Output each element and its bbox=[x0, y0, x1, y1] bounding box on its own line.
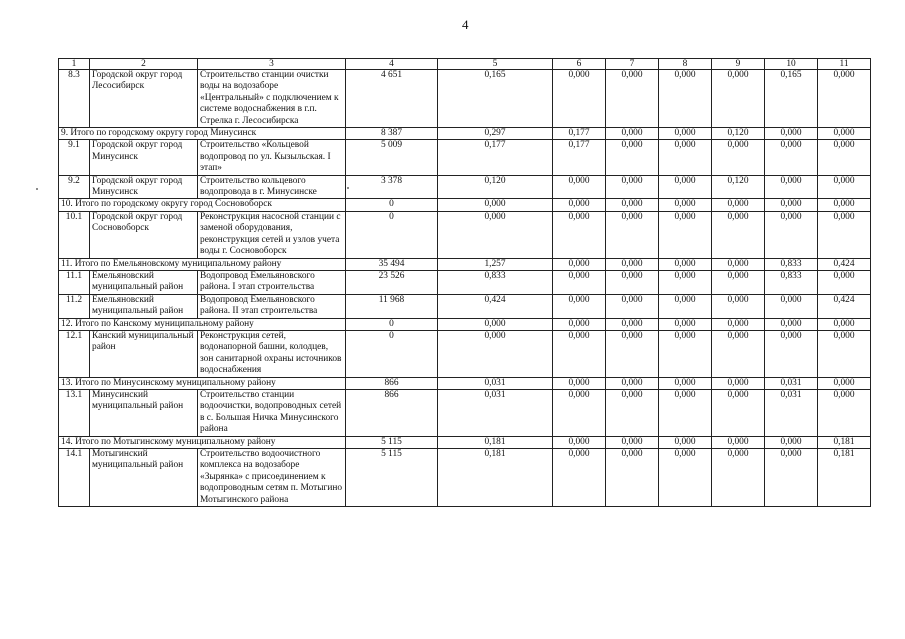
value-cell: 0,424 bbox=[438, 294, 553, 318]
value-cell: 0,000 bbox=[818, 175, 871, 199]
project-description: Строительство станции очистки воды на водозаборе «Центральный» с подключением к системе водоснабжения в г.п. Стрелка г. Лесосибирска bbox=[198, 70, 346, 128]
value-cell: 0,000 bbox=[659, 389, 712, 436]
value-cell: 5 115 bbox=[346, 449, 438, 507]
value-cell: 0,000 bbox=[659, 70, 712, 128]
value-cell: 0,177 bbox=[438, 140, 553, 175]
municipality-name: Канский муниципальный район bbox=[90, 330, 198, 377]
value-cell: 0,000 bbox=[818, 199, 871, 211]
project-description: Водопровод Емельяновского района. II этап строительства bbox=[198, 294, 346, 318]
municipality-name: Емельяновский муниципальный район bbox=[90, 270, 198, 294]
value-cell: 0,000 bbox=[606, 128, 659, 140]
value-cell: 0,000 bbox=[712, 70, 765, 128]
total-label: 11. Итого по Емельяновскому муниципальному району bbox=[59, 258, 346, 270]
value-cell: 0,000 bbox=[606, 377, 659, 389]
value-cell: 0,181 bbox=[818, 436, 871, 448]
value-cell: 0,833 bbox=[438, 270, 553, 294]
value-cell: 0,000 bbox=[659, 199, 712, 211]
value-cell: 0,000 bbox=[818, 128, 871, 140]
value-cell: 0,424 bbox=[818, 294, 871, 318]
value-cell: 0,000 bbox=[553, 449, 606, 507]
value-cell: 0,000 bbox=[818, 377, 871, 389]
value-cell: 0,165 bbox=[438, 70, 553, 128]
value-cell: 0,833 bbox=[765, 270, 818, 294]
value-cell: 0,000 bbox=[659, 258, 712, 270]
item-row bbox=[59, 294, 871, 318]
value-cell: 0,000 bbox=[765, 330, 818, 377]
total-row bbox=[59, 199, 871, 211]
value-cell: 0,000 bbox=[712, 449, 765, 507]
value-cell: 0,000 bbox=[818, 140, 871, 175]
header-cell: 2 bbox=[90, 59, 198, 70]
value-cell: 0,000 bbox=[438, 211, 553, 258]
total-label: 12. Итого по Канскому муниципальному району bbox=[59, 318, 346, 330]
value-cell: 0,000 bbox=[712, 389, 765, 436]
header-row bbox=[59, 59, 871, 70]
value-cell: 0,000 bbox=[765, 436, 818, 448]
value-cell: 0,000 bbox=[606, 175, 659, 199]
value-cell: 0,000 bbox=[712, 140, 765, 175]
total-row bbox=[59, 128, 871, 140]
value-cell: 0,000 bbox=[606, 389, 659, 436]
value-cell: 0,000 bbox=[553, 258, 606, 270]
value-cell: 0,000 bbox=[659, 330, 712, 377]
value-cell: 0,000 bbox=[553, 389, 606, 436]
value-cell: 0 bbox=[346, 211, 438, 258]
value-cell: 0 bbox=[346, 199, 438, 211]
value-cell: 0,000 bbox=[712, 294, 765, 318]
value-cell: 0,000 bbox=[553, 377, 606, 389]
value-cell: 0 bbox=[346, 330, 438, 377]
item-row bbox=[59, 211, 871, 258]
value-cell: 0,000 bbox=[659, 294, 712, 318]
scan-speck bbox=[36, 188, 38, 190]
value-cell: 0,031 bbox=[765, 389, 818, 436]
total-label: 10. Итого по городскому округу город Сосновоборск bbox=[59, 199, 346, 211]
total-label: 14. Итого по Мотыгинскому муниципальному району bbox=[59, 436, 346, 448]
value-cell: 0,120 bbox=[438, 175, 553, 199]
header-cell: 1 bbox=[59, 59, 90, 70]
value-cell: 0,000 bbox=[606, 211, 659, 258]
value-cell: 8 387 bbox=[346, 128, 438, 140]
value-cell: 0,000 bbox=[553, 270, 606, 294]
project-description: Строительство кольцевого водопровода в г. Минусинске bbox=[198, 175, 346, 199]
project-description: Водопровод Емельяновского района. I этап строительства bbox=[198, 270, 346, 294]
total-row bbox=[59, 377, 871, 389]
value-cell: 0,000 bbox=[765, 211, 818, 258]
value-cell: 0,181 bbox=[818, 449, 871, 507]
value-cell: 0,000 bbox=[606, 258, 659, 270]
item-row bbox=[59, 449, 871, 507]
value-cell: 5 009 bbox=[346, 140, 438, 175]
value-cell: 0 bbox=[346, 318, 438, 330]
value-cell: 0,177 bbox=[553, 140, 606, 175]
header-cell: 7 bbox=[606, 59, 659, 70]
project-description: Строительство станции водоочистки, водопроводных сетей в с. Большая Ничка Минусинского района bbox=[198, 389, 346, 436]
value-cell: 5 115 bbox=[346, 436, 438, 448]
header-cell: 10 bbox=[765, 59, 818, 70]
value-cell: 0,000 bbox=[606, 70, 659, 128]
value-cell: 0,000 bbox=[765, 199, 818, 211]
value-cell: 0,177 bbox=[553, 128, 606, 140]
value-cell: 0,000 bbox=[438, 330, 553, 377]
value-cell: 0,120 bbox=[712, 128, 765, 140]
value-cell: 0,000 bbox=[659, 140, 712, 175]
header-cell: 9 bbox=[712, 59, 765, 70]
value-cell: 0,031 bbox=[438, 377, 553, 389]
value-cell: 0,181 bbox=[438, 449, 553, 507]
total-row bbox=[59, 436, 871, 448]
project-description: Строительство «Кольцевой водопровод по ул. Кызыльская. I этап» bbox=[198, 140, 346, 175]
value-cell: 0,000 bbox=[438, 199, 553, 211]
value-cell: 0,000 bbox=[553, 294, 606, 318]
value-cell: 0,000 bbox=[765, 128, 818, 140]
value-cell: 35 494 bbox=[346, 258, 438, 270]
header-cell: 5 bbox=[438, 59, 553, 70]
municipality-name: Мотыгинский муниципальный район bbox=[90, 449, 198, 507]
value-cell: 0,000 bbox=[818, 330, 871, 377]
item-row bbox=[59, 70, 871, 128]
value-cell: 0,000 bbox=[553, 70, 606, 128]
municipality-name: Минусинский муниципальный район bbox=[90, 389, 198, 436]
value-cell: 0,120 bbox=[712, 175, 765, 199]
total-row bbox=[59, 258, 871, 270]
value-cell: 866 bbox=[346, 377, 438, 389]
value-cell: 0,000 bbox=[765, 449, 818, 507]
value-cell: 0,031 bbox=[438, 389, 553, 436]
value-cell: 0,181 bbox=[438, 436, 553, 448]
municipality-name: Емельяновский муниципальный район bbox=[90, 294, 198, 318]
value-cell: 0,000 bbox=[712, 436, 765, 448]
value-cell: 0,165 bbox=[765, 70, 818, 128]
value-cell: 0,000 bbox=[438, 318, 553, 330]
value-cell: 0,000 bbox=[553, 436, 606, 448]
value-cell: 4 651 bbox=[346, 70, 438, 128]
municipality-name: Городской округ город Минусинск bbox=[90, 175, 198, 199]
project-description: Реконструкция насосной станции с заменой оборудования, реконструкция сетей и узлов учета воды г. Сосновоборск bbox=[198, 211, 346, 258]
item-row bbox=[59, 175, 871, 199]
municipality-name: Городской округ город Сосновоборск bbox=[90, 211, 198, 258]
value-cell: 0,000 bbox=[818, 211, 871, 258]
row-number: 10.1 bbox=[59, 211, 90, 258]
value-cell: 0,000 bbox=[659, 377, 712, 389]
value-cell: 0,000 bbox=[606, 318, 659, 330]
value-cell: 0,000 bbox=[659, 449, 712, 507]
value-cell: 1,257 bbox=[438, 258, 553, 270]
total-row bbox=[59, 318, 871, 330]
value-cell: 0,000 bbox=[659, 436, 712, 448]
project-description: Строительство водоочистного комплекса на водозаборе «Зырянка» с присоединением к водопроводным сетям п. Мотыгино Мотыгинского района bbox=[198, 449, 346, 507]
header-cell: 8 bbox=[659, 59, 712, 70]
value-cell: 0,000 bbox=[553, 330, 606, 377]
data-table bbox=[58, 58, 871, 507]
value-cell: 0,000 bbox=[659, 128, 712, 140]
total-label: 13. Итого по Минусинскому муниципальному району bbox=[59, 377, 346, 389]
value-cell: 0,000 bbox=[659, 175, 712, 199]
value-cell: 0,297 bbox=[438, 128, 553, 140]
value-cell: 0,424 bbox=[818, 258, 871, 270]
value-cell: 0,000 bbox=[606, 140, 659, 175]
header-cell: 3 bbox=[198, 59, 346, 70]
item-row bbox=[59, 140, 871, 175]
total-label: 9. Итого по городскому округу город Минусинск bbox=[59, 128, 346, 140]
municipality-name: Городской округ город Лесосибирск bbox=[90, 70, 198, 128]
value-cell: 0,000 bbox=[606, 330, 659, 377]
row-number: 9.2 bbox=[59, 175, 90, 199]
value-cell: 0,000 bbox=[712, 258, 765, 270]
row-number: 11.2 bbox=[59, 294, 90, 318]
scan-speck bbox=[347, 187, 349, 189]
header-cell: 6 bbox=[553, 59, 606, 70]
value-cell: 0,833 bbox=[765, 258, 818, 270]
value-cell: 0,000 bbox=[553, 199, 606, 211]
value-cell: 0,000 bbox=[765, 318, 818, 330]
project-description: Реконструкция сетей, водонапорной башни, колодцев, зон санитарной охраны источников водоснабжения bbox=[198, 330, 346, 377]
value-cell: 0,000 bbox=[712, 211, 765, 258]
item-row bbox=[59, 270, 871, 294]
row-number: 12.1 bbox=[59, 330, 90, 377]
value-cell: 0,000 bbox=[606, 436, 659, 448]
value-cell: 0,000 bbox=[712, 377, 765, 389]
value-cell: 0,000 bbox=[765, 294, 818, 318]
value-cell: 0,000 bbox=[606, 294, 659, 318]
value-cell: 0,000 bbox=[553, 211, 606, 258]
value-cell: 0,000 bbox=[818, 318, 871, 330]
value-cell: 0,000 bbox=[553, 318, 606, 330]
row-number: 11.1 bbox=[59, 270, 90, 294]
row-number: 13.1 bbox=[59, 389, 90, 436]
value-cell: 0,000 bbox=[818, 70, 871, 128]
value-cell: 0,000 bbox=[818, 270, 871, 294]
row-number: 14.1 bbox=[59, 449, 90, 507]
value-cell: 0,000 bbox=[553, 175, 606, 199]
item-row bbox=[59, 330, 871, 377]
value-cell: 866 bbox=[346, 389, 438, 436]
header-cell: 11 bbox=[818, 59, 871, 70]
value-cell: 0,031 bbox=[765, 377, 818, 389]
value-cell: 3 378 bbox=[346, 175, 438, 199]
value-cell: 0,000 bbox=[712, 330, 765, 377]
row-number: 8.3 bbox=[59, 70, 90, 128]
value-cell: 0,000 bbox=[712, 318, 765, 330]
value-cell: 0,000 bbox=[712, 199, 765, 211]
value-cell: 0,000 bbox=[659, 211, 712, 258]
value-cell: 0,000 bbox=[659, 318, 712, 330]
value-cell: 0,000 bbox=[765, 140, 818, 175]
header-cell: 4 bbox=[346, 59, 438, 70]
page-number: 4 bbox=[462, 17, 469, 32]
value-cell: 0,000 bbox=[606, 270, 659, 294]
value-cell: 0,000 bbox=[606, 449, 659, 507]
item-row bbox=[59, 389, 871, 436]
value-cell: 0,000 bbox=[765, 175, 818, 199]
value-cell: 0,000 bbox=[606, 199, 659, 211]
value-cell: 0,000 bbox=[712, 270, 765, 294]
value-cell: 11 968 bbox=[346, 294, 438, 318]
row-number: 9.1 bbox=[59, 140, 90, 175]
municipality-name: Городской округ город Минусинск bbox=[90, 140, 198, 175]
value-cell: 0,000 bbox=[818, 389, 871, 436]
table-body bbox=[59, 59, 871, 507]
value-cell: 0,000 bbox=[659, 270, 712, 294]
value-cell: 23 526 bbox=[346, 270, 438, 294]
